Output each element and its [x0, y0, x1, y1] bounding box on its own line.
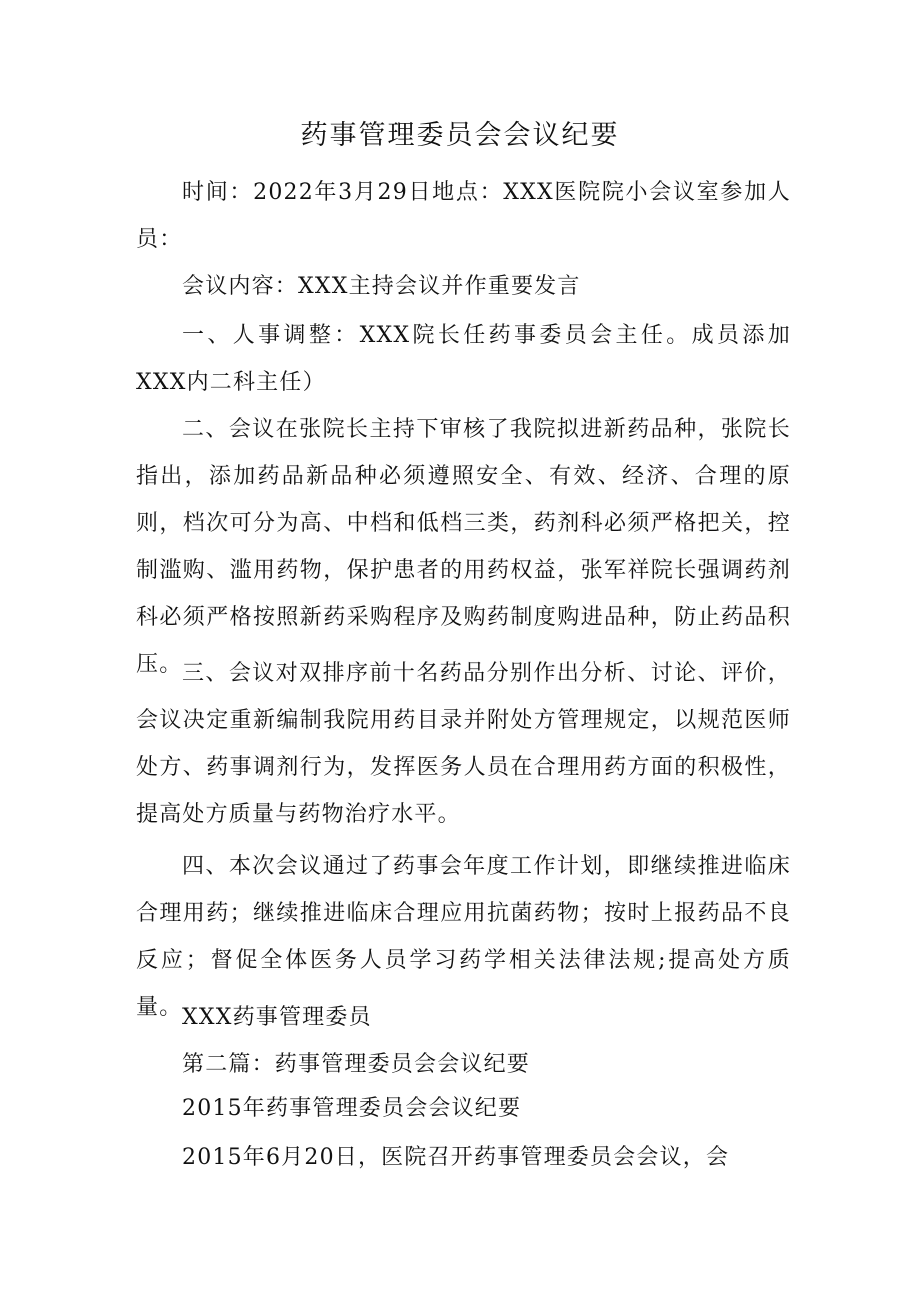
second-article-heading: 第二篇：药事管理委员会会议纪要 — [182, 1052, 531, 1077]
drug-ranking-analysis-paragraph: 三、会议对双排序前十名药品分别作出分析、讨论、评价，会议决定重新编制我院用药目录并附处方管理规定，以规范医师处方、药事调剂行为，发挥医务人员在合理用药方面的积极性，提高处方质量与药物治疗水平。 — [136, 661, 791, 827]
meeting-time-location-paragraph: 时间：2022年3月29日地点：XXX医院院小会议室参加人员： — [136, 180, 791, 252]
second-article-opening-paragraph: 2015年6月20日，医院召开药事管理委员会会议，会 — [182, 1145, 730, 1170]
new-drug-review-paragraph: 二、会议在张院长主持下审核了我院拟进新药品种，张院长指出，添加药品新品种必须遵照安全、有效、经济、合理的原则，档次可分为高、中档和低档三类，药剂科必须严格把关，控制滥购、滥用药物，保护患者的用药权益，张军祥院长强调药剂科必须严格按照新药采购程序及购药制度购进品种，防止药品积压。 — [136, 417, 791, 677]
second-article-subtitle: 2015年药事管理委员会会议纪要 — [182, 1096, 522, 1121]
meeting-content-paragraph: 会议内容：XXX主持会议并作重要发言 — [182, 274, 581, 299]
document-title: 药事管理委员会会议纪要 — [300, 120, 620, 151]
personnel-adjustment-paragraph: 一、人事调整：XXX院长任药事委员会主任。成员添加XXX内二科主任） — [136, 323, 791, 395]
annual-work-plan-paragraph: 四、本次会议通过了药事会年度工作计划，即继续推进临床合理用药；继续推进临床合理应用抗菌药物；按时上报药品不良反应；督促全体医务人员学习药学相关法律法规;提高处方质量。 — [136, 854, 791, 1020]
committee-signature: XXX药事管理委员 — [182, 1005, 372, 1030]
